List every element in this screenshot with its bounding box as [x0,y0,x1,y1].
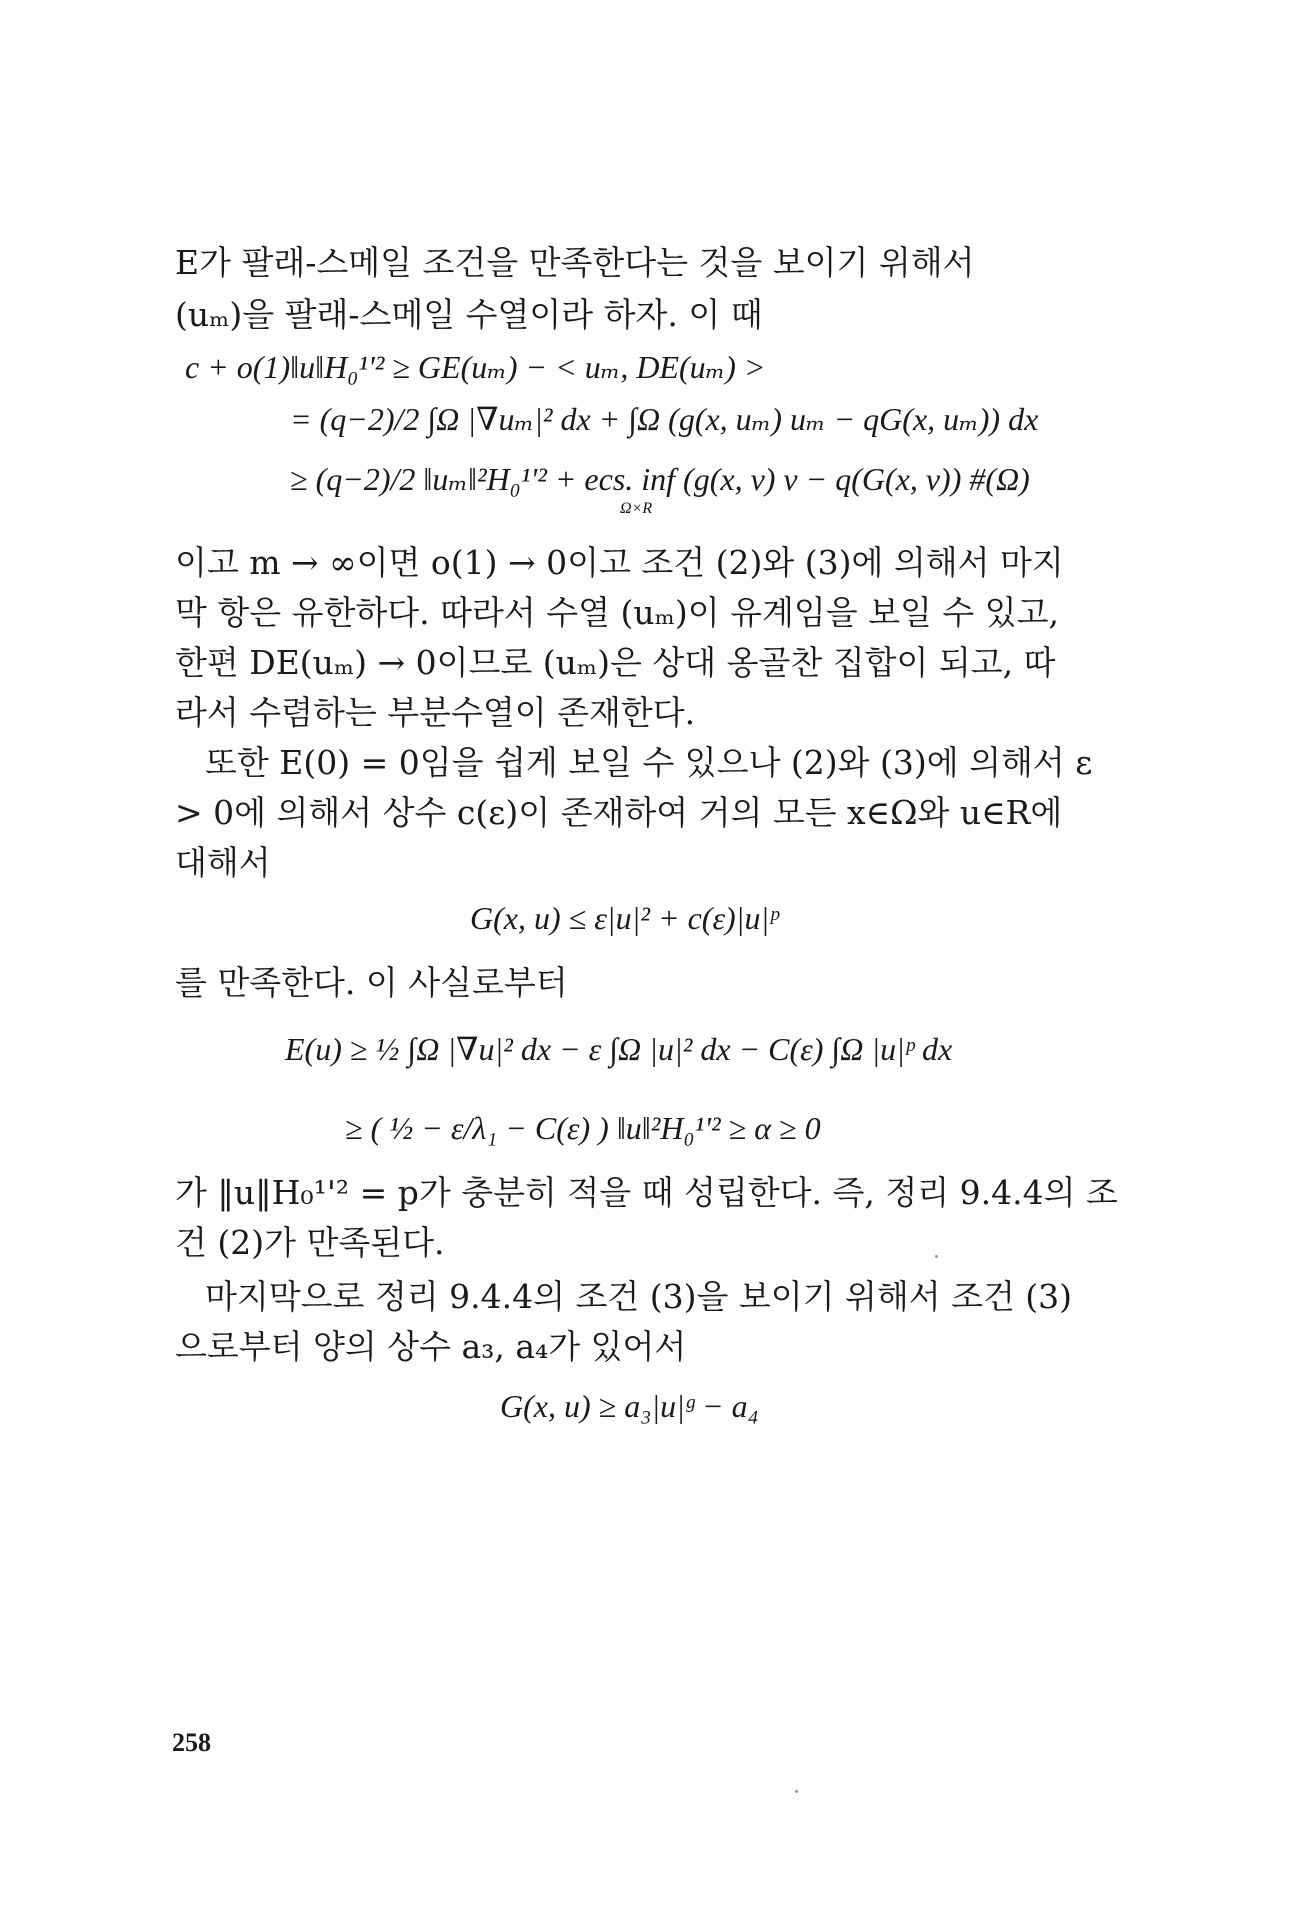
paragraph-line: 한편 DE(uₘ) → 0이므로 (uₘ)은 상대 옹골찬 집합이 되고, 따 [175,643,1056,682]
equation: ≥ (q−2)/2 ‖uₘ‖²H₀¹'² + ecs. inf (g(x, v) v − q(G(x, v)) #(Ω) [290,461,1030,497]
paragraph-line: 이고 m → ∞이면 o(1) → 0이고 조건 (2)와 (3)에 의해서 마지 [175,543,1064,582]
paragraph-line: 건 (2)가 만족된다. [175,1223,445,1262]
scan-speck [935,1255,938,1258]
paragraph-line: 가 ‖u‖H₀¹'² = p가 충분히 적을 때 성립한다. 즉, 정리 9.4.4의 조 [175,1173,1118,1212]
equation: ≥ ( ½ − ε/λ₁ − C(ε) ) ‖u‖²H₀¹'² ≥ α ≥ 0 [345,1110,821,1146]
equation-subscript: Ω×R [620,500,653,517]
page-number: 258 [172,1728,211,1757]
paragraph-line: 마지막으로 정리 9.4.4의 조건 (3)을 보이기 위해서 조건 (3) [205,1277,1073,1316]
paragraph-line: 대해서 [175,843,271,882]
paragraph-line: E가 팔래-스메일 조건을 만족한다는 것을 보이기 위해서 [175,243,975,282]
scan-speck [795,1790,798,1793]
equation: c + o(1)‖u‖H₀¹'² ≥ GE(uₘ) − < uₘ, DE(uₘ) > [185,349,766,385]
equation: G(x, u) ≥ a₃|u|ᵍ − a₄ [500,1388,759,1424]
paragraph-line: (uₘ)을 팔래-스메일 수열이라 하자. 이 때 [175,295,763,334]
equation: G(x, u) ≤ ε|u|² + c(ε)|u|ᵖ [470,900,779,936]
equation: E(u) ≥ ½ ∫Ω |∇u|² dx − ε ∫Ω |u|² dx − C(ε) ∫Ω |u|ᵖ dx [285,1031,953,1067]
paragraph-line: 라서 수렴하는 부분수열이 존재한다. [175,693,696,732]
paragraph-line: 으로부터 양의 상수 a₃, a₄가 있어서 [175,1327,687,1366]
paragraph-line: 또한 E(0) = 0임을 쉽게 보일 수 있으나 (2)와 (3)에 의해서 ε [205,743,1093,782]
paragraph-line: 를 만족한다. 이 사실로부터 [175,963,568,1002]
equation: = (q−2)/2 ∫Ω |∇uₘ|² dx + ∫Ω (g(x, uₘ) uₘ − qG(x, uₘ)) dx [290,401,1039,437]
paragraph-line: > 0에 의해서 상수 c(ε)이 존재하여 거의 모든 x∈Ω와 u∈R에 [175,793,1063,832]
paragraph-line: 막 항은 유한하다. 따라서 수열 (uₘ)이 유계임을 보일 수 있고, [175,593,1059,632]
